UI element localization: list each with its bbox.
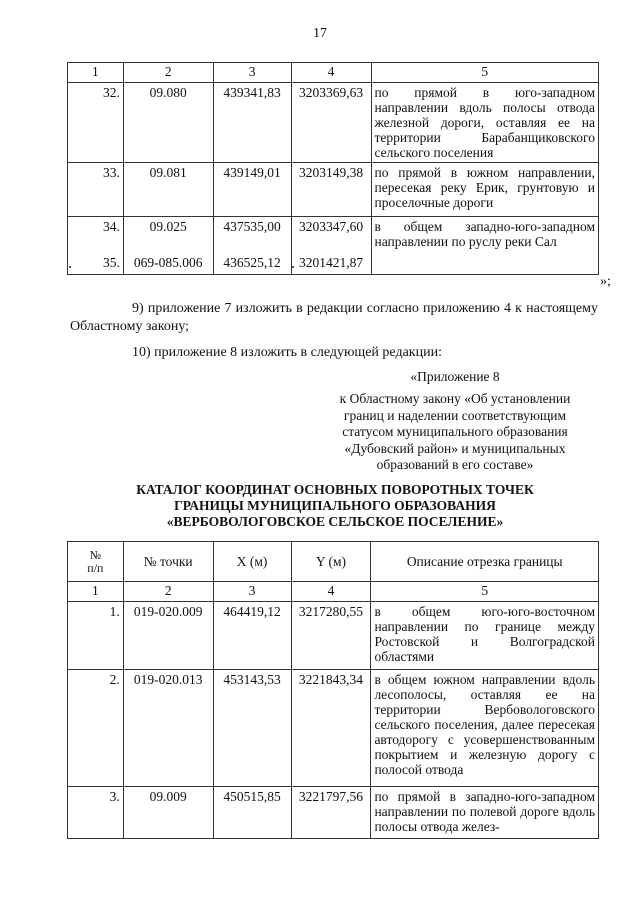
scan-mark — [69, 266, 71, 268]
column-number: 4 — [291, 63, 371, 83]
header-y: Y (м) — [291, 542, 371, 582]
y-coordinate: 3221797,56 — [291, 787, 371, 839]
x-coordinate: 450515,85 — [213, 787, 291, 839]
table-row — [68, 83, 599, 163]
column-number: 5 — [371, 63, 599, 83]
segment-description: по прямой в юго-западном направлении вдоль полосы отвода железной дороги, оставляя ее на территории Барабанщиковского сельского поселения — [371, 83, 599, 163]
column-number: 5 — [371, 582, 599, 602]
appendix-caption-line: статусом муниципального образования — [342, 424, 568, 439]
table-row — [68, 217, 599, 253]
x-coordinate: 453143,53 — [213, 670, 291, 787]
row-number: 1. — [68, 602, 124, 670]
table-row — [68, 602, 599, 670]
header-row-number: № п/п — [68, 542, 124, 582]
appendix-caption-line: образований в его составе» — [376, 457, 534, 472]
y-coordinate: 3203347,60 — [291, 217, 371, 253]
row-number: 35. — [68, 253, 124, 275]
appendix-caption-line: к Областному закону «Об установлении — [339, 391, 571, 406]
column-number: 4 — [291, 582, 371, 602]
x-coordinate: 439341,83 — [213, 83, 291, 163]
x-coordinate: 437535,00 — [213, 217, 291, 253]
row-number: 34. — [68, 217, 124, 253]
column-number: 1 — [68, 582, 124, 602]
catalog-title-line: КАТАЛОГ КООРДИНАТ ОСНОВНЫХ ПОВОРОТНЫХ ТОЧЕК — [136, 482, 534, 497]
column-number: 2 — [123, 582, 213, 602]
segment-description: по прямой в западно-юго-западном направлении по полевой дороге вдоль полосы отвода желез- — [371, 787, 599, 839]
appendix-caption-line: границ и наделении соответствующим — [343, 407, 567, 423]
header-x: X (м) — [213, 542, 291, 582]
segment-description: в общем западно-юго-западном направлении по руслу реки Сал — [371, 217, 599, 275]
segment-description: в общем юго-юго-восточном направлении по границе между Ростовской и Волгоградской областями — [371, 602, 599, 670]
row-number: 33. — [68, 163, 124, 217]
table-row — [68, 787, 599, 839]
point-number: 069-085.006 — [123, 253, 213, 275]
header-point-number: № точки — [123, 542, 213, 582]
row-number: 32. — [68, 83, 124, 163]
catalog-title-line: «ВЕРБОВОЛОГОВСКОЕ СЕЛЬСКОЕ ПОСЕЛЕНИЕ» — [166, 514, 504, 529]
table-header-row — [68, 542, 599, 582]
coordinates-catalog-table — [67, 541, 599, 839]
boundary-table-continued — [67, 62, 599, 275]
column-number: 1 — [68, 63, 124, 83]
y-coordinate: 3221843,34 — [291, 670, 371, 787]
column-number-row — [68, 582, 599, 602]
row-number: 2. — [68, 670, 124, 787]
row-number: 3. — [68, 787, 124, 839]
point-number: 019-020.013 — [123, 670, 213, 787]
x-coordinate: 439149,01 — [213, 163, 291, 217]
paragraph-9: 9) приложение 7 изложить в редакции согласно приложению 4 к настоящему Областному закону; — [70, 301, 598, 334]
header-description: Описание отрезка границы — [371, 542, 599, 582]
appendix-heading: «Приложение 8 — [410, 369, 500, 384]
paragraph-10: 10) приложение 8 изложить в следующей редакции: — [132, 345, 442, 360]
point-number: 09.080 — [123, 83, 213, 163]
point-number: 019-020.009 — [123, 602, 213, 670]
column-number: 3 — [213, 63, 291, 83]
x-coordinate: 436525,12 — [213, 253, 291, 275]
column-number-row — [68, 63, 599, 83]
appendix-caption — [300, 391, 610, 474]
column-number: 2 — [123, 63, 213, 83]
y-coordinate: 3217280,55 — [291, 602, 371, 670]
point-number: 09.081 — [123, 163, 213, 217]
point-number: 09.025 — [123, 217, 213, 253]
catalog-title — [70, 482, 600, 530]
scan-mark — [292, 266, 294, 268]
segment-description: по прямой в южном направлении, пересекая реку Ерик, грунтовую и проселочные дороги — [371, 163, 599, 217]
column-number: 3 — [213, 582, 291, 602]
point-number: 09.009 — [123, 787, 213, 839]
y-coordinate: 3203369,63 — [291, 83, 371, 163]
catalog-title-line: ГРАНИЦЫ МУНИЦИПАЛЬНОГО ОБРАЗОВАНИЯ — [174, 498, 496, 513]
y-coordinate: 3201421,87 — [291, 253, 371, 275]
appendix-caption-line: «Дубовский район» и муниципальных — [344, 440, 566, 456]
segment-description: в общем южном направлении вдоль лесополосы, оставляя ее на территории Вербовологовского сельского поселения, далее пересекая автодорогу с усовершенствованным покрытием и железную дорогу с полосой отвода — [371, 670, 599, 787]
table-row — [68, 163, 599, 217]
closing-quote: »; — [600, 274, 611, 289]
y-coordinate: 3203149,38 — [291, 163, 371, 217]
x-coordinate: 464419,12 — [213, 602, 291, 670]
page-number: 17 — [313, 26, 327, 41]
table-row — [68, 670, 599, 787]
